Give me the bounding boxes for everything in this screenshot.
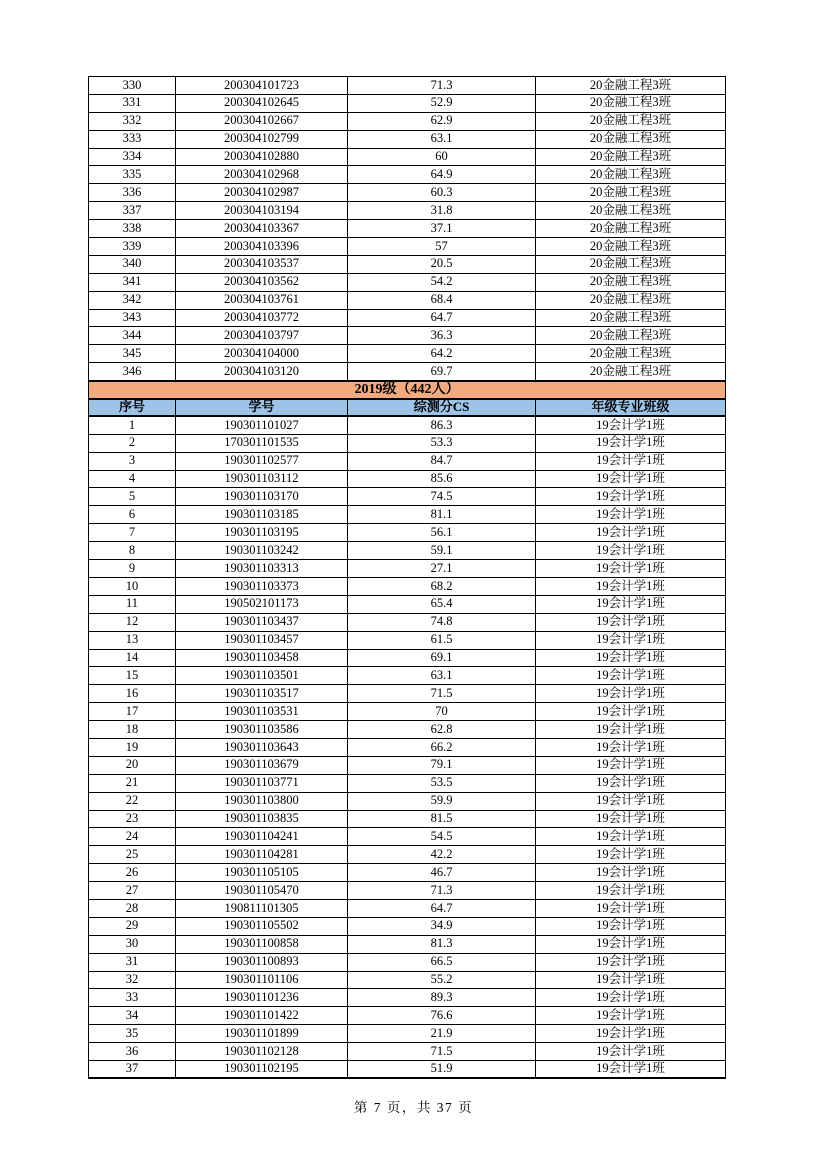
student-id-cell: 190301103170 [176, 488, 348, 506]
table-row [89, 345, 726, 363]
score-cell: 62.9 [348, 112, 536, 130]
table-row [89, 148, 726, 166]
table-row [89, 828, 726, 846]
class-cell: 19会计学1班 [536, 488, 726, 506]
score-cell: 71.5 [348, 685, 536, 703]
student-id-cell: 190301103457 [176, 631, 348, 649]
score-cell: 69.7 [348, 363, 536, 381]
score-cell: 27.1 [348, 560, 536, 578]
score-cell: 53.5 [348, 774, 536, 792]
table-row [89, 488, 726, 506]
table-row [89, 846, 726, 864]
class-cell: 19会计学1班 [536, 1060, 726, 1078]
student-id-cell: 200304103562 [176, 273, 348, 291]
class-cell: 19会计学1班 [536, 828, 726, 846]
row-number-cell: 5 [89, 488, 176, 506]
student-id-cell: 200304103367 [176, 220, 348, 238]
score-cell: 81.5 [348, 810, 536, 828]
column-header: 序号 [89, 399, 176, 417]
row-number-cell: 10 [89, 577, 176, 595]
table-row [89, 899, 726, 917]
table-row [89, 470, 726, 488]
student-id-cell: 190301103679 [176, 756, 348, 774]
score-cell: 65.4 [348, 595, 536, 613]
table-row [89, 774, 726, 792]
student-id-cell: 190301103195 [176, 524, 348, 542]
row-number-cell: 342 [89, 291, 176, 309]
score-cell: 62.8 [348, 721, 536, 739]
class-cell: 19会计学1班 [536, 470, 726, 488]
table-row [89, 560, 726, 578]
class-cell: 19会计学1班 [536, 738, 726, 756]
section-banner [89, 381, 726, 399]
class-cell: 19会计学1班 [536, 667, 726, 685]
table-row [89, 703, 726, 721]
score-cell: 74.5 [348, 488, 536, 506]
score-cell: 81.1 [348, 506, 536, 524]
student-id-cell: 200304102667 [176, 112, 348, 130]
table-row [89, 166, 726, 184]
class-cell: 20金融工程3班 [536, 255, 726, 273]
student-id-cell: 190301103800 [176, 792, 348, 810]
table-row [89, 273, 726, 291]
student-id-cell: 190301102577 [176, 452, 348, 470]
table-row [89, 524, 726, 542]
row-number-cell: 22 [89, 792, 176, 810]
table-row [89, 238, 726, 256]
row-number-cell: 18 [89, 721, 176, 739]
score-cell: 86.3 [348, 416, 536, 434]
score-cell: 81.3 [348, 935, 536, 953]
score-cell: 68.4 [348, 291, 536, 309]
row-number-cell: 343 [89, 309, 176, 327]
class-cell: 19会计学1班 [536, 631, 726, 649]
score-cell: 64.9 [348, 166, 536, 184]
score-cell: 60.3 [348, 184, 536, 202]
row-number-cell: 26 [89, 864, 176, 882]
table-row [89, 112, 726, 130]
table-row [89, 917, 726, 935]
row-number-cell: 334 [89, 148, 176, 166]
score-cell: 34.9 [348, 917, 536, 935]
table-row [89, 882, 726, 900]
student-id-cell: 200304102880 [176, 148, 348, 166]
row-number-cell: 20 [89, 756, 176, 774]
table-row [89, 971, 726, 989]
table-row [89, 613, 726, 631]
student-id-cell: 200304102645 [176, 94, 348, 112]
table-row [89, 864, 726, 882]
score-cell: 36.3 [348, 327, 536, 345]
class-cell: 19会计学1班 [536, 613, 726, 631]
table-row [89, 989, 726, 1007]
class-cell: 19会计学1班 [536, 560, 726, 578]
table-row [89, 434, 726, 452]
table-row [89, 1025, 726, 1043]
row-number-cell: 345 [89, 345, 176, 363]
student-id-cell: 200304102987 [176, 184, 348, 202]
table-row [89, 577, 726, 595]
row-number-cell: 339 [89, 238, 176, 256]
student-id-cell: 200304101723 [176, 77, 348, 95]
row-number-cell: 4 [89, 470, 176, 488]
score-cell: 71.3 [348, 77, 536, 95]
score-cell: 46.7 [348, 864, 536, 882]
table-row [89, 202, 726, 220]
student-id-cell: 190301103185 [176, 506, 348, 524]
table-row [89, 184, 726, 202]
class-cell: 19会计学1班 [536, 935, 726, 953]
class-cell: 19会计学1班 [536, 595, 726, 613]
student-id-cell: 190301104241 [176, 828, 348, 846]
student-score-table [88, 76, 726, 1079]
table-row [89, 363, 726, 381]
table-row [89, 721, 726, 739]
row-number-cell: 28 [89, 899, 176, 917]
column-header: 学号 [176, 399, 348, 417]
class-cell: 20金融工程3班 [536, 345, 726, 363]
class-cell: 20金融工程3班 [536, 94, 726, 112]
table-row [89, 685, 726, 703]
row-number-cell: 338 [89, 220, 176, 238]
class-cell: 19会计学1班 [536, 416, 726, 434]
row-number-cell: 3 [89, 452, 176, 470]
row-number-cell: 2 [89, 434, 176, 452]
table-row [89, 810, 726, 828]
student-id-cell: 200304102968 [176, 166, 348, 184]
table-row [89, 94, 726, 112]
table-row [89, 1043, 726, 1061]
row-number-cell: 30 [89, 935, 176, 953]
table-row [89, 1007, 726, 1025]
student-id-cell: 190301103437 [176, 613, 348, 631]
table-row [89, 130, 726, 148]
student-id-cell: 190301103517 [176, 685, 348, 703]
student-id-cell: 200304103537 [176, 255, 348, 273]
student-id-cell: 190301105470 [176, 882, 348, 900]
student-id-cell: 190301100893 [176, 953, 348, 971]
row-number-cell: 19 [89, 738, 176, 756]
score-cell: 51.9 [348, 1060, 536, 1078]
row-number-cell: 34 [89, 1007, 176, 1025]
class-cell: 19会计学1班 [536, 649, 726, 667]
class-cell: 19会计学1班 [536, 703, 726, 721]
table-row [89, 631, 726, 649]
row-number-cell: 344 [89, 327, 176, 345]
row-number-cell: 335 [89, 166, 176, 184]
class-cell: 19会计学1班 [536, 864, 726, 882]
class-cell: 19会计学1班 [536, 882, 726, 900]
row-number-cell: 36 [89, 1043, 176, 1061]
student-id-cell: 190301103313 [176, 560, 348, 578]
student-id-cell: 200304103194 [176, 202, 348, 220]
row-number-cell: 346 [89, 363, 176, 381]
score-cell: 71.3 [348, 882, 536, 900]
table-row [89, 77, 726, 95]
table-row [89, 756, 726, 774]
score-cell: 57 [348, 238, 536, 256]
score-cell: 55.2 [348, 971, 536, 989]
score-cell: 37.1 [348, 220, 536, 238]
student-id-cell: 200304103797 [176, 327, 348, 345]
class-cell: 20金融工程3班 [536, 220, 726, 238]
score-cell: 64.2 [348, 345, 536, 363]
class-cell: 20金融工程3班 [536, 238, 726, 256]
class-cell: 20金融工程3班 [536, 309, 726, 327]
row-number-cell: 37 [89, 1060, 176, 1078]
table-row [89, 452, 726, 470]
student-id-cell: 170301101535 [176, 434, 348, 452]
score-cell: 60 [348, 148, 536, 166]
student-id-cell: 190502101173 [176, 595, 348, 613]
score-cell: 56.1 [348, 524, 536, 542]
score-cell: 71.5 [348, 1043, 536, 1061]
student-id-cell: 190811101305 [176, 899, 348, 917]
score-cell: 63.1 [348, 667, 536, 685]
class-cell: 20金融工程3班 [536, 363, 726, 381]
table-row [89, 667, 726, 685]
row-number-cell: 31 [89, 953, 176, 971]
class-cell: 19会计学1班 [536, 524, 726, 542]
class-cell: 19会计学1班 [536, 846, 726, 864]
row-number-cell: 32 [89, 971, 176, 989]
student-id-cell: 190301103373 [176, 577, 348, 595]
class-cell: 19会计学1班 [536, 1007, 726, 1025]
score-cell: 59.9 [348, 792, 536, 810]
score-cell: 52.9 [348, 94, 536, 112]
score-cell: 70 [348, 703, 536, 721]
score-cell: 79.1 [348, 756, 536, 774]
row-number-cell: 16 [89, 685, 176, 703]
row-number-cell: 24 [89, 828, 176, 846]
student-id-cell: 190301103458 [176, 649, 348, 667]
student-id-cell: 190301101899 [176, 1025, 348, 1043]
score-cell: 54.5 [348, 828, 536, 846]
score-cell: 89.3 [348, 989, 536, 1007]
class-cell: 19会计学1班 [536, 756, 726, 774]
row-number-cell: 8 [89, 542, 176, 560]
student-id-cell: 200304104000 [176, 345, 348, 363]
student-id-cell: 190301101422 [176, 1007, 348, 1025]
table-row [89, 309, 726, 327]
row-number-cell: 7 [89, 524, 176, 542]
score-cell: 21.9 [348, 1025, 536, 1043]
class-cell: 20金融工程3班 [536, 166, 726, 184]
row-number-cell: 332 [89, 112, 176, 130]
row-number-cell: 1 [89, 416, 176, 434]
table-row [89, 953, 726, 971]
row-number-cell: 11 [89, 595, 176, 613]
score-cell: 31.8 [348, 202, 536, 220]
student-id-cell: 200304103396 [176, 238, 348, 256]
row-number-cell: 337 [89, 202, 176, 220]
score-table-body [89, 77, 726, 1079]
score-cell: 20.5 [348, 255, 536, 273]
score-cell: 61.5 [348, 631, 536, 649]
table-row [89, 542, 726, 560]
row-number-cell: 21 [89, 774, 176, 792]
table-row [89, 738, 726, 756]
student-id-cell: 200304103120 [176, 363, 348, 381]
score-cell: 54.2 [348, 273, 536, 291]
row-number-cell: 25 [89, 846, 176, 864]
student-id-cell: 190301103771 [176, 774, 348, 792]
student-id-cell: 200304102799 [176, 130, 348, 148]
student-id-cell: 190301103835 [176, 810, 348, 828]
student-id-cell: 190301101236 [176, 989, 348, 1007]
score-cell: 66.5 [348, 953, 536, 971]
student-id-cell: 200304103761 [176, 291, 348, 309]
class-cell: 20金融工程3班 [536, 184, 726, 202]
table-row [89, 291, 726, 309]
class-cell: 20金融工程3班 [536, 112, 726, 130]
score-cell: 66.2 [348, 738, 536, 756]
row-number-cell: 15 [89, 667, 176, 685]
row-number-cell: 29 [89, 917, 176, 935]
row-number-cell: 13 [89, 631, 176, 649]
score-cell: 63.1 [348, 130, 536, 148]
table-row [89, 792, 726, 810]
class-cell: 19会计学1班 [536, 989, 726, 1007]
score-cell: 42.2 [348, 846, 536, 864]
class-cell: 20金融工程3班 [536, 77, 726, 95]
class-cell: 19会计学1班 [536, 953, 726, 971]
section-banner-label: 2019级（442人） [89, 381, 726, 399]
row-number-cell: 336 [89, 184, 176, 202]
row-number-cell: 14 [89, 649, 176, 667]
class-cell: 19会计学1班 [536, 810, 726, 828]
class-cell: 19会计学1班 [536, 792, 726, 810]
score-cell: 74.8 [348, 613, 536, 631]
table-row [89, 255, 726, 273]
class-cell: 19会计学1班 [536, 434, 726, 452]
score-cell: 85.6 [348, 470, 536, 488]
student-id-cell: 190301104281 [176, 846, 348, 864]
class-cell: 19会计学1班 [536, 506, 726, 524]
row-number-cell: 12 [89, 613, 176, 631]
class-cell: 20金融工程3班 [536, 148, 726, 166]
student-id-cell: 190301105105 [176, 864, 348, 882]
row-number-cell: 23 [89, 810, 176, 828]
row-number-cell: 6 [89, 506, 176, 524]
row-number-cell: 333 [89, 130, 176, 148]
class-cell: 20金融工程3班 [536, 291, 726, 309]
row-number-cell: 340 [89, 255, 176, 273]
student-id-cell: 190301103242 [176, 542, 348, 560]
score-cell: 68.2 [348, 577, 536, 595]
student-id-cell: 190301103501 [176, 667, 348, 685]
score-cell: 64.7 [348, 309, 536, 327]
row-number-cell: 33 [89, 989, 176, 1007]
student-id-cell: 190301102128 [176, 1043, 348, 1061]
table-row [89, 220, 726, 238]
score-cell: 69.1 [348, 649, 536, 667]
class-cell: 19会计学1班 [536, 721, 726, 739]
score-cell: 59.1 [348, 542, 536, 560]
score-cell: 84.7 [348, 452, 536, 470]
page-number-footer: 第 7 页，共 37 页 [353, 1100, 474, 1115]
table-row [89, 595, 726, 613]
table-row [89, 1060, 726, 1078]
column-header: 综测分CS [348, 399, 536, 417]
table-header-row [89, 399, 726, 417]
table-row [89, 506, 726, 524]
class-cell: 19会计学1班 [536, 1043, 726, 1061]
score-cell: 64.7 [348, 899, 536, 917]
table-row [89, 935, 726, 953]
student-id-cell: 190301100858 [176, 935, 348, 953]
row-number-cell: 341 [89, 273, 176, 291]
class-cell: 19会计学1班 [536, 774, 726, 792]
class-cell: 20金融工程3班 [536, 130, 726, 148]
class-cell: 20金融工程3班 [536, 202, 726, 220]
table-row [89, 649, 726, 667]
student-id-cell: 190301103112 [176, 470, 348, 488]
table-row [89, 327, 726, 345]
row-number-cell: 330 [89, 77, 176, 95]
column-header: 年级专业班级 [536, 399, 726, 417]
row-number-cell: 35 [89, 1025, 176, 1043]
student-id-cell: 190301101027 [176, 416, 348, 434]
row-number-cell: 27 [89, 882, 176, 900]
student-id-cell: 190301103586 [176, 721, 348, 739]
class-cell: 19会计学1班 [536, 1025, 726, 1043]
student-id-cell: 190301102195 [176, 1060, 348, 1078]
class-cell: 19会计学1班 [536, 899, 726, 917]
row-number-cell: 331 [89, 94, 176, 112]
student-id-cell: 190301103531 [176, 703, 348, 721]
score-cell: 53.3 [348, 434, 536, 452]
class-cell: 19会计学1班 [536, 452, 726, 470]
class-cell: 19会计学1班 [536, 685, 726, 703]
class-cell: 19会计学1班 [536, 542, 726, 560]
class-cell: 19会计学1班 [536, 971, 726, 989]
row-number-cell: 9 [89, 560, 176, 578]
table-row [89, 416, 726, 434]
class-cell: 20金融工程3班 [536, 273, 726, 291]
row-number-cell: 17 [89, 703, 176, 721]
student-id-cell: 190301103643 [176, 738, 348, 756]
class-cell: 19会计学1班 [536, 577, 726, 595]
class-cell: 19会计学1班 [536, 917, 726, 935]
score-cell: 76.6 [348, 1007, 536, 1025]
class-cell: 20金融工程3班 [536, 327, 726, 345]
student-id-cell: 200304103772 [176, 309, 348, 327]
student-id-cell: 190301105502 [176, 917, 348, 935]
student-id-cell: 190301101106 [176, 971, 348, 989]
